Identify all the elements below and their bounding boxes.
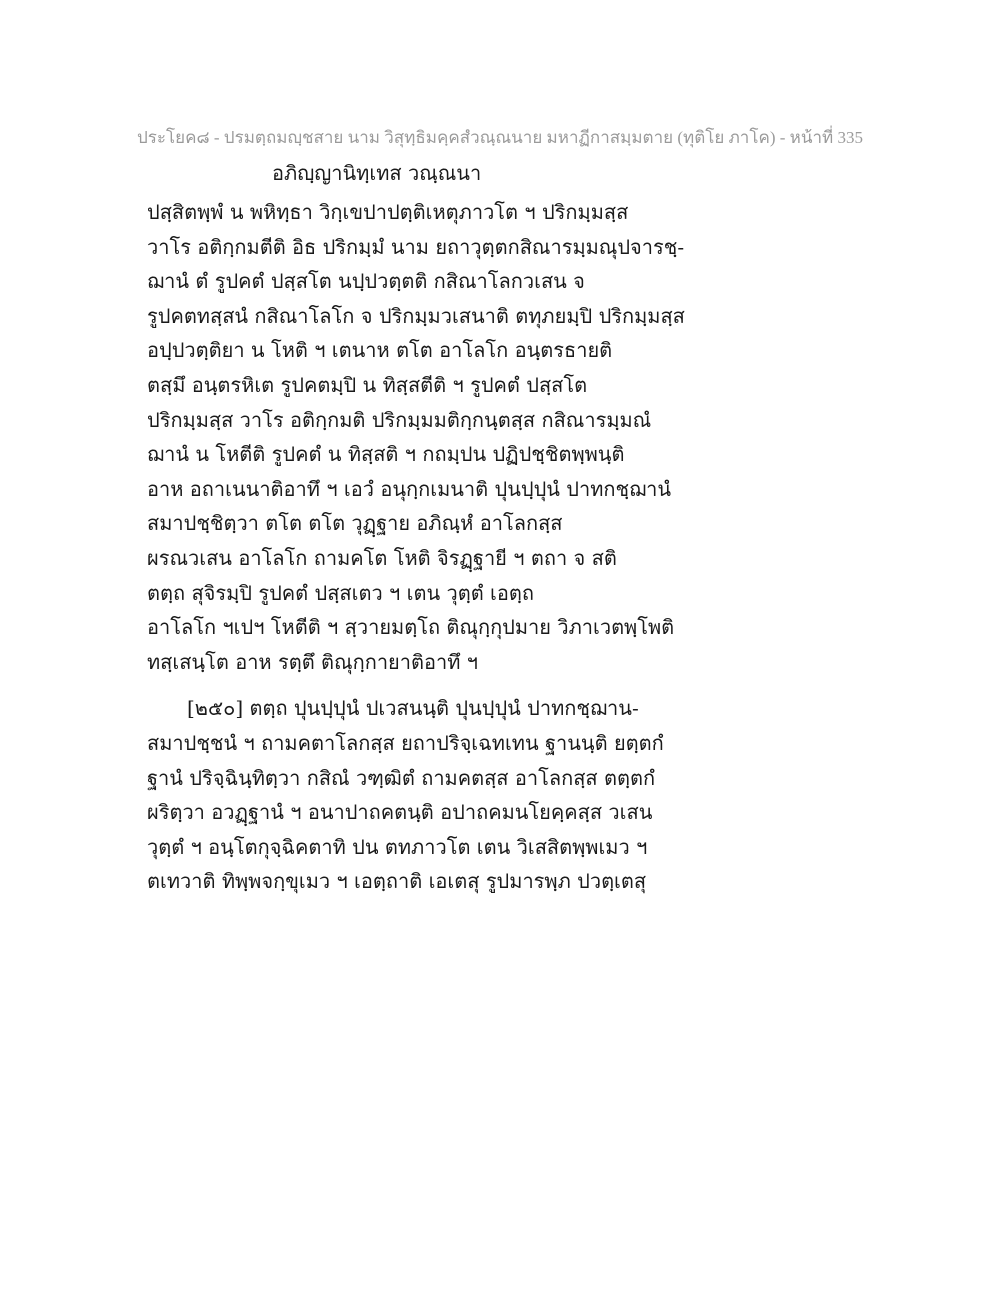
text-line: ตตฺถ สุจิรมฺปิ รูปคตํ ปสฺสเตว ฯ เตน วุตฺตํ เอตฺถ	[147, 580, 534, 605]
text-line: ตสฺมึ อนฺตรหิเต รูปคตมฺปิ น ทิสฺสตีติ ฯ รูปคตํ ปสฺสโต	[147, 372, 588, 397]
text-line: ปริกมฺมสฺส วาโร อติกฺกมติ ปริกมฺมมติกฺกนฺตสฺส กสิณารมฺมณํ	[147, 407, 652, 432]
text-line: อาโลโก ฯเปฯ โหตีติ ฯ สฺวายมตฺโถ ติณุกฺกุปมาย วิภาเวตพฺโพติ	[147, 615, 675, 640]
text-line: อปฺปวตฺติยา น โหติ ฯ เตนาห ตโต อาโลโก อนฺตรธายติ	[147, 338, 613, 363]
text-line: รูปคตทสฺสนํ กสิณาโลโก จ ปริกมฺมวเสนาติ ตทุภยมฺปิ ปริกมฺมสฺส	[147, 303, 685, 328]
paragraph-gap	[147, 679, 707, 691]
text-line: [๒๕๐] ตตฺถ ปุนปฺปุนํ ปเวสนนฺติ ปุนปฺปุนํ ปาทกชฺฌาน-	[187, 696, 639, 721]
text-line: ทสฺเสนฺโต อาห รตฺตึ ติณุกฺกายาติอาทึ ฯ	[147, 649, 478, 674]
text-line: สมาปชฺชิตฺวา ตโต ตโต วุฏฺฐาย อภิณฺหํ อาโลกสฺส	[147, 511, 563, 536]
text-line: ตเทวาติ ทิพฺพจกฺขุเมว ฯ เอตฺถาติ เอเตสุ รูปมารพฺภ ปวตฺเตสุ	[147, 869, 647, 894]
text-line: ฌานํ ตํ รูปคตํ ปสฺสโต นปฺปวตฺตติ กสิณาโลกวเสน จ	[147, 269, 585, 294]
paragraph-2	[147, 691, 707, 899]
text-line: ผรณวเสน อาโลโก ถามคโต โหติ จิรฏฺฐายี ฯ ตถา จ สติ	[147, 545, 617, 570]
body-text	[147, 195, 707, 899]
text-line: ผริตฺวา อวฏฺฐานํ ฯ อนาปาถคตนฺติ อปาถคมนโยคฺคสฺส วเสน	[147, 800, 653, 825]
text-line: สมาปชฺชนํ ฯ ถามคตาโลกสฺส ยถาปริจฺเฉทเทน ฐานนฺติ ยตฺตกํ	[147, 730, 664, 755]
text-line: ฌานํ น โหตีติ รูปคตํ น ทิสฺสติ ฯ กถมฺปน ปฏิปชฺชิตพฺพนฺติ	[147, 442, 625, 467]
section-title: อภิญฺญานิทฺเทส วณฺณนา	[272, 161, 482, 185]
text-line: วาโร อติกฺกมตีติ อิธ ปริกมฺมํ นาม ยถาวุตฺตกสิณารมฺมณุปจารชฺ-	[147, 234, 685, 259]
text-line: ปสฺสิตพฺพํ น พหิทฺธา วิกฺเขปาปตฺติเหตุภาวโต ฯ ปริกมฺมสฺส	[147, 200, 629, 224]
page-header: ประโยค๘ - ปรมตฺถมญฺชสาย นาม วิสุทฺธิมคฺคสํวณฺณนาย มหาฏีกาสมฺมตาย (ทุติโย ภาโค) - หน้าที่ 335	[137, 128, 863, 147]
text-line: อาห อถาเนนาติอาทึ ฯ เอวํ อนุกฺกเมนาติ ปุนปฺปุนํ ปาทกชฺฌานํ	[147, 476, 672, 501]
text-line: ฐานํ ปริจฺฉินฺทิตฺวา กสิณํ วฑฺฒิตํ ถามคตสฺส อาโลกสฺส ตตฺตกํ	[147, 765, 656, 790]
text-line: วุตฺตํ ฯ อนฺโตกุจฺฉิคตาทิ ปน ตทภาวโต เตน วิเสสิตพฺพเมว ฯ	[147, 834, 648, 859]
paragraph-1	[147, 195, 707, 679]
